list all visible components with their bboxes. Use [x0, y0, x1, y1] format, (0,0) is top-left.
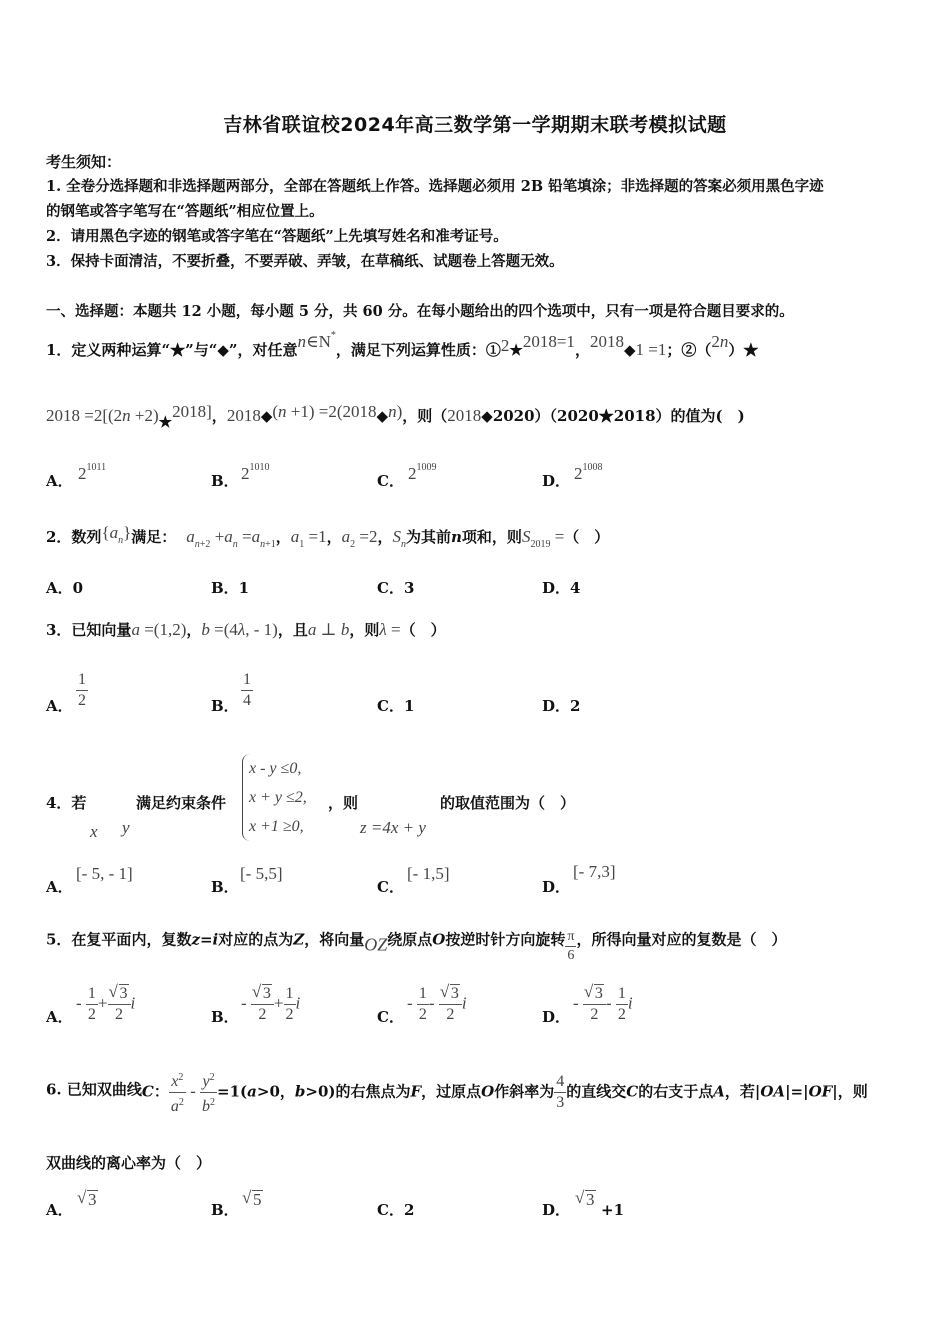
notice-line-1b: 的钢笔或答字笔写在“答题纸”相应位置上。 — [46, 203, 324, 220]
q6-option-d-suffix: +1 — [601, 1201, 625, 1219]
q2-recurrence: $a_{n+2} +a_n =a_{n+1}$ — [186, 527, 276, 550]
notice-line-1: 1. 全卷分选择题和非选择题两部分，全部在答题纸上作答。选择题必须用 2B 铅笔填涂；非选择题的答案必须用黑色字迹 — [46, 178, 824, 195]
q6-text-3: >0， — [256, 1082, 295, 1101]
q3-lambda: λ = — [379, 620, 401, 639]
q5-text-6: ，所得向量对应的复数是（ ） — [576, 930, 787, 949]
q3-option-d: D．2 — [542, 697, 581, 715]
q4-constraint-3: x +1 ≥0, — [249, 818, 304, 835]
q4-option-d: D． — [542, 878, 571, 896]
q2-text-1: 2．数列 — [46, 528, 102, 546]
q2-option-d: D．4 — [542, 579, 581, 597]
q6-text-1: 6. 已知双曲线 — [46, 1080, 142, 1099]
q2-seq: $\{a_n\}$ — [101, 523, 132, 546]
q1-text-3: ；②（ — [666, 341, 712, 359]
q4-option-c: C． — [377, 878, 404, 896]
question-2: 2．数列$\{a_n\}$满足： $a_{n+2} +a_n =a_{n+1}$，$a_1 =1$，$a_2 =2$，$S_n$为其前n项和，则$S_{2019}$ =（ ） — [46, 523, 610, 550]
q1-math-in: ∈N* — [306, 330, 336, 351]
q1-math-n: n — [297, 332, 306, 351]
q2-option-a: A．0 — [46, 579, 84, 597]
q2-s2019: $S_{2019}$ = — [521, 527, 565, 550]
q2-text-2: 满足： — [131, 528, 177, 546]
q3-vector-b: b =(4λ, - 1) — [201, 620, 278, 639]
q2-a2: $a_2 =2$ — [341, 527, 378, 550]
q1-text-4: ）★ — [728, 341, 759, 359]
q6-frac-y: $\frac{y^2}{b^2}$ — [200, 1068, 217, 1117]
q5-text-1: 5．在复平面内，复数 — [46, 930, 192, 949]
q5-text-4: 绕原点 — [387, 930, 433, 949]
q4-option-a-value: [- 5, - 1] — [76, 864, 133, 883]
q6-text-12: 双曲线的离心率为（ ） — [46, 1154, 212, 1172]
q1-option-d-value: $2^{1008}$ — [574, 462, 603, 483]
q2-text-3: 为其前 — [406, 528, 452, 546]
q4-constraint-1: x - y ≤0, — [249, 760, 302, 777]
q1-option-b-value: $2^{1010}$ — [241, 462, 270, 483]
q5-option-c-value: - $\frac{1}{2}$ - √ $\frac{3}{2}$ i — [407, 984, 467, 1025]
notice-line-2: 2．请用黑色字迹的钢笔或答字笔在“答题纸”上先填写姓名和准考证号。 — [46, 228, 508, 245]
q1-prop1: 2 — [500, 336, 510, 355]
q1-options — [46, 462, 906, 492]
q1-text-5: ，则（ — [402, 407, 448, 425]
question-3: 3．已知向量a =(1,2)，b =(4λ, - 1)，且a ⊥ b，则λ =（ ） — [46, 620, 446, 639]
q5-option-a-value: - $\frac{1}{2}$ + √ $\frac{3}{2}$ i — [76, 984, 135, 1025]
q1-prop3: 2n — [711, 332, 729, 351]
q3-text-3: ，则 — [349, 621, 380, 639]
q4-var-y: y — [122, 818, 130, 837]
q6-text-5: ，过原点 — [421, 1082, 482, 1101]
q6-option-d-value: √ 3 — [576, 1190, 596, 1210]
q6-text-8: 的右支于点 — [638, 1082, 714, 1101]
q2-text-5: （ ） — [564, 528, 610, 546]
q5-option-d: D． — [542, 1008, 571, 1026]
q1-prop1b: 2018=1 — [522, 332, 575, 351]
q4-text-3: ，则 — [328, 794, 359, 812]
q5-option-b-value: - √ $\frac{3}{2}$ + $\frac{1}{2}$ i — [241, 984, 300, 1025]
star-icon: ★ — [509, 341, 523, 359]
q5-option-a: A． — [46, 1008, 73, 1026]
q1-expr-b: 2018 — [226, 406, 261, 425]
q4-option-b-value: [- 5,5] — [240, 864, 283, 883]
q6-text-6: 作斜率为 — [494, 1082, 555, 1101]
q6-text-9: ，若| — [724, 1082, 761, 1101]
q6-frac-x: $\frac{x^2}{a^2}$ — [169, 1068, 186, 1117]
q3-option-a-value: $\frac{1}{2}$ — [78, 671, 86, 709]
q1-text-6: 2020）（2020★2018）的值为( ) — [492, 407, 745, 425]
q2-options — [46, 579, 906, 603]
q4-option-b: B． — [211, 878, 239, 896]
q5-text-3: ，将向量 — [304, 930, 365, 949]
q4-text-2: 满足约束条件 — [136, 794, 227, 812]
q1-option-b: B． — [211, 472, 239, 490]
q1-option-a: A． — [46, 472, 73, 490]
q3-options — [46, 670, 906, 720]
q4-option-d-value: [- 7,3] — [573, 862, 616, 881]
q1-option-d: D． — [542, 472, 571, 490]
q4-option-c-value: [- 1,5] — [407, 864, 450, 883]
q6-options — [46, 1190, 906, 1222]
q4-constraint-2: x + y ≤2, — [249, 789, 307, 806]
q1-option-c: C． — [377, 472, 404, 490]
q2-option-c: C．3 — [377, 579, 415, 597]
q6-option-a-value: √ 3 — [78, 1190, 98, 1210]
q5-text-2: 对应的点为 — [218, 930, 294, 949]
q5-option-b: B． — [211, 1008, 239, 1026]
section-heading: 一、选择题：本题共 12 小题，每小题 5 分，共 60 分。在每小题给出的四个选项中，只有一项是符合题目要求的。 — [46, 303, 794, 320]
q1-option-a-value: $2^{1011}$ — [78, 462, 107, 483]
q5-option-d-value: - √ $\frac{3}{2}$ - $\frac{1}{2}$ i — [573, 984, 633, 1025]
q3-option-b: B． — [211, 697, 239, 715]
question-1: 1．定义两种运算“★”与“◆”，对任意n∈N*，满足下列运算性质：①2★2018=1，2018◆1 =1；②（2n）★ — [46, 330, 759, 359]
q3-option-a: A． — [46, 697, 73, 715]
q5-option-c: C． — [377, 1008, 404, 1026]
q6-option-b: B． — [211, 1201, 239, 1219]
q3-vector-a: a =(1,2) — [131, 620, 187, 639]
q5-angle: $\frac{\pi}{6}$ — [567, 929, 575, 963]
question-1-line-2: 2018 =2[(2n +2)★2018]，2018◆(n +1) =2(2018◆n)，则（2018◆2020）（2020★2018）的值为( ) — [46, 402, 745, 431]
q2-sn: $S_n$ — [392, 527, 406, 550]
q2-a1: $a_1 =1$ — [290, 527, 327, 550]
q1-expr-a: 2018 =2[(2n +2) — [46, 406, 159, 425]
q3-option-c: C．1 — [377, 697, 415, 715]
page-title: 吉林省联谊校2024年高三数学第一学期期末联考模拟试题 — [223, 114, 727, 136]
q1-text-2: ，满足下列运算性质：① — [335, 341, 501, 359]
question-6: 6. 已知双曲线C： $\frac{x^2}{a^2}$ - $\frac{y^2}{b^2}$ =1(a>0，b>0)的右焦点为F，过原点O作斜率为 $\frac{4}{3}$ 的直线交C的右支于点A，若|OA|=|OF|，则 — [46, 1068, 868, 1117]
q2-option-b: B．1 — [211, 579, 250, 597]
q1-text-1: 1．定义两种运算“★”与“◆”，对任意 — [46, 341, 298, 359]
q3-option-b-value: $\frac{1}{4}$ — [243, 671, 251, 709]
q4-objective: z =4x + y — [360, 818, 426, 837]
q3-text-1: 3．已知向量 — [46, 621, 132, 639]
q3-text-4: （ ） — [400, 621, 446, 639]
q1-option-c-value: $2^{1009}$ — [408, 462, 437, 483]
q5-vector-oz: OZ — [364, 934, 388, 955]
q3-text-2: ，且 — [277, 621, 308, 639]
q4-var-x: x — [90, 822, 98, 841]
q4-constraint-system — [242, 754, 307, 841]
q4-text-4: 的取值范围为（ ） — [440, 794, 576, 812]
q6-text-2: =1( — [217, 1082, 248, 1101]
q1-prop2b: 1 =1 — [635, 340, 667, 359]
q6-text-7: 的直线交 — [566, 1082, 627, 1101]
q6-text-10: |=| — [785, 1082, 809, 1101]
q6-text-4: >0)的右焦点为 — [305, 1082, 411, 1101]
q6-option-c: C．2 — [377, 1201, 415, 1219]
q6-text-11: |，则 — [832, 1082, 868, 1101]
diamond-icon: ◆ — [623, 341, 636, 359]
q5-options — [46, 984, 906, 1036]
question-5: 5．在复平面内，复数z=i对应的点为Z，将向量OZ绕原点O按逆时针方向旋转 $\frac{\pi}{6}$ ，所得向量对应的复数是（ ） — [46, 929, 787, 963]
q1-prop2: 2018 — [589, 332, 624, 351]
q6-option-a: A． — [46, 1201, 73, 1219]
notice-heading: 考生须知： — [46, 153, 122, 171]
q2-text-4: 项和，则 — [461, 528, 522, 546]
q4-text-1: 4．若 — [46, 794, 87, 812]
q4-options — [46, 862, 906, 894]
notice-line-3: 3．保持卡面清洁，不要折叠，不要弄破、弄皱，在草稿纸、试题卷上答题无效。 — [46, 253, 564, 270]
q6-slope: $\frac{4}{3}$ — [556, 1073, 565, 1111]
q6-option-b-value: √ 5 — [243, 1190, 263, 1210]
q6-option-d: D． — [542, 1201, 571, 1219]
q3-perp: a ⊥ b — [307, 620, 350, 639]
q4-option-a: A． — [46, 878, 73, 896]
q5-text-5: 按逆时针方向旋转 — [445, 930, 566, 949]
